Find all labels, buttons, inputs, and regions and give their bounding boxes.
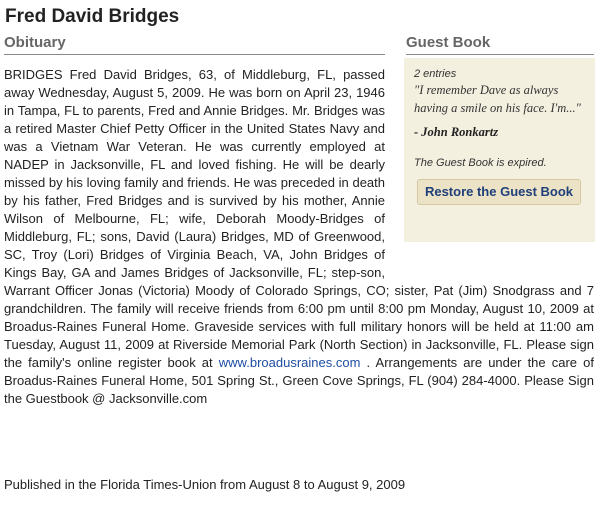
guestbook-entry-count[interactable]: 2 entries <box>414 68 457 80</box>
guestbook-expired-note: The Guest Book is expired. <box>414 157 547 169</box>
obituary-text-part2: . Arrangements are under the care of Broadus-Raines Funeral Home, 501 Spring St., Green Cove Springs, FL (904) 284-4000. Please Sign the Guestbook @ Jacksonville.com <box>4 355 594 406</box>
deceased-name: Fred David Bridges <box>5 6 180 27</box>
guestbook-box <box>404 58 595 242</box>
guestbook-quote[interactable]: "I remember Dave as always having a smile on his face. I'm..." <box>414 83 581 115</box>
guestbook-heading: Guest Book <box>406 34 594 55</box>
obituary-text-part1: BRIDGES Fred David Bridges, 63, of Middleburg, FL, passed away Wednesday, August 5, 2009. He was born on April 23, 1946 in Tampa, FL to parents, Fred and Annie Bridges. Mr. Bridges was a retired Master Chief Petty Officer in the United States Navy and was a Vietnam War Veteran. He was currently employed at NADEP in Jacksonville, FL and loved fishing. He will be dearly missed by his loving family and friends. He was preceded in death by his father, Fred Bridges and is survived by his mother, Annie Wilson of Melbourne, FL; wife, Deborah Moody-Bridges of Middleburg, FL; sons, David (Laura) Bridges, MD of Greenwood, SC, Troy (Lori) Bridges of Virginia Beach, VA, John Bridges of Kings Bay, GA and James Bridges of Jacksonville, FL; step-son, Warrant Officer Jonas (Victoria) Moody of Colorado Springs, CO; sister, Pat (Jim) Snodgrass and 7 grandchildren. The family will receive friends from 6:00 pm until 8:00 pm Monday, August 10, 2009 at Broadus-Raines Funeral Home. Graveside services with full military honors will be held at 11:00 am Tuesday, August 11, 2009 at Riverside Memorial Park (North Section) in Jacksonville, FL. Please sign the family's online register book at <box>4 67 594 370</box>
restore-guestbook-button[interactable]: Restore the Guest Book <box>417 179 581 205</box>
published-note: Published in the Florida Times-Union from August 8 to August 9, 2009 <box>4 477 406 492</box>
obituary-heading: Obituary <box>4 34 385 55</box>
guestbook-author: - John Ronkartz <box>414 125 499 139</box>
funeral-home-link[interactable]: www.broadusraines.com <box>218 355 361 370</box>
